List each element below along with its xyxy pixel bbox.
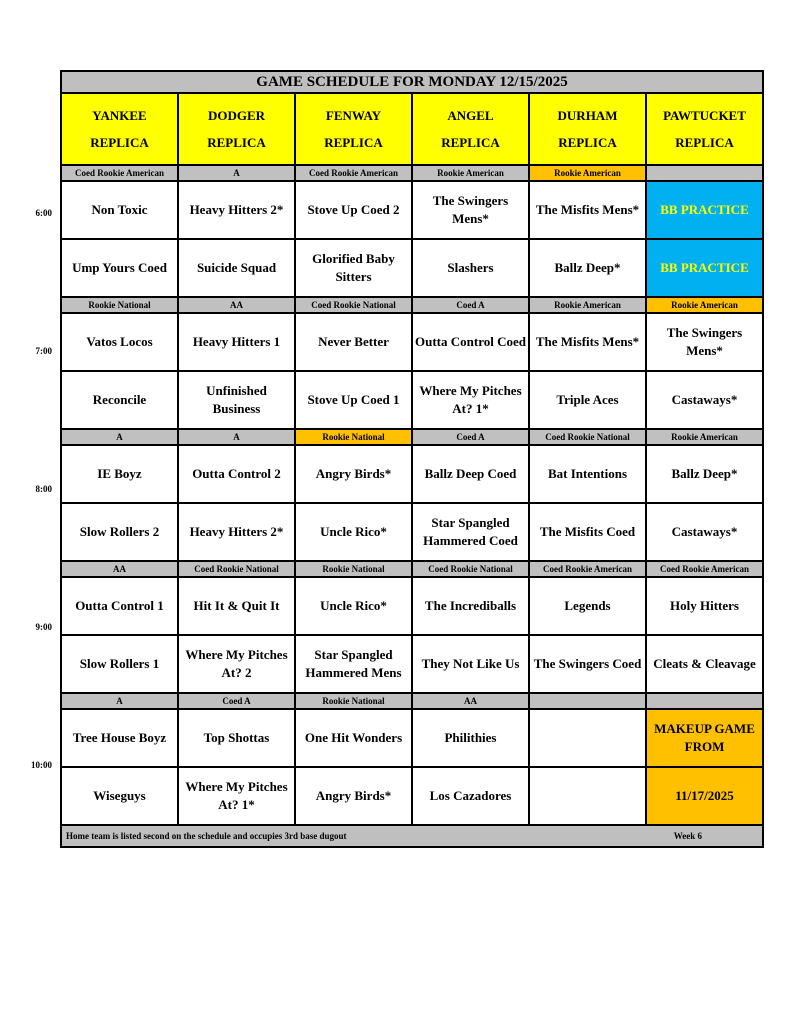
- team-cell: The Incrediballs: [412, 577, 529, 635]
- division-label: Coed Rookie American: [61, 165, 178, 181]
- team-cell: They Not Like Us: [412, 635, 529, 693]
- time-label: 6:00: [35, 208, 52, 218]
- team-cell: Where My Pitches At? 1*: [178, 767, 295, 825]
- division-label: Coed A: [412, 297, 529, 313]
- division-label: Coed Rookie American: [529, 561, 646, 577]
- team-cell: Reconcile: [61, 371, 178, 429]
- team-cell: The Misfits Coed: [529, 503, 646, 561]
- team-cell: Outta Control 1: [61, 577, 178, 635]
- division-label: Rookie National: [295, 561, 412, 577]
- division-label: A: [61, 693, 178, 709]
- division-label: Rookie American: [529, 297, 646, 313]
- makeup-date-cell: 11/17/2025: [646, 767, 763, 825]
- team-cell: IE Boyz: [61, 445, 178, 503]
- team-cell: Los Cazadores: [412, 767, 529, 825]
- team-cell: Ballz Deep Coed: [412, 445, 529, 503]
- game-row: [61, 313, 763, 371]
- field-header: DODGER REPLICA: [178, 93, 295, 165]
- team-cell: Castaways*: [646, 371, 763, 429]
- game-row: [61, 709, 763, 767]
- team-cell: Glorified Baby Sitters: [295, 239, 412, 297]
- division-label: AA: [178, 297, 295, 313]
- division-label: AA: [412, 693, 529, 709]
- team-cell: Suicide Squad: [178, 239, 295, 297]
- field-header: YANKEE REPLICA: [61, 93, 178, 165]
- division-label: Coed Rookie National: [529, 429, 646, 445]
- game-row: [61, 767, 763, 825]
- field-header: DURHAM REPLICA: [529, 93, 646, 165]
- team-cell: The Swingers Mens*: [646, 313, 763, 371]
- team-cell: Bat Intentions: [529, 445, 646, 503]
- team-cell: The Misfits Mens*: [529, 313, 646, 371]
- time-label: 10:00: [31, 760, 52, 770]
- team-cell: Philithies: [412, 709, 529, 767]
- schedule-sheet: [60, 70, 762, 848]
- game-row: [61, 635, 763, 693]
- division-row: [61, 297, 763, 313]
- time-label: 7:00: [35, 346, 52, 356]
- division-label: AA: [61, 561, 178, 577]
- division-label: Coed Rookie National: [178, 561, 295, 577]
- team-cell: Vatos Locos: [61, 313, 178, 371]
- time-label: 9:00: [35, 622, 52, 632]
- division-label: Coed A: [178, 693, 295, 709]
- team-cell: Where My Pitches At? 1*: [412, 371, 529, 429]
- game-row: [61, 503, 763, 561]
- team-cell: Where My Pitches At? 2: [178, 635, 295, 693]
- team-cell: Heavy Hitters 2*: [178, 503, 295, 561]
- team-cell: One Hit Wonders: [295, 709, 412, 767]
- game-row: [61, 445, 763, 503]
- schedule-table: [60, 70, 764, 848]
- team-cell: Uncle Rico*: [295, 577, 412, 635]
- division-label: [646, 693, 763, 709]
- division-label: Coed Rookie National: [412, 561, 529, 577]
- team-cell: [529, 709, 646, 767]
- division-label: A: [178, 165, 295, 181]
- team-cell: The Swingers Coed: [529, 635, 646, 693]
- team-cell: Castaways*: [646, 503, 763, 561]
- schedule-title: GAME SCHEDULE FOR MONDAY 12/15/2025: [61, 71, 763, 93]
- team-cell: Hit It & Quit It: [178, 577, 295, 635]
- team-cell: Angry Birds*: [295, 445, 412, 503]
- team-cell: Tree House Boyz: [61, 709, 178, 767]
- team-cell: Ballz Deep*: [529, 239, 646, 297]
- division-label: Rookie American: [412, 165, 529, 181]
- division-label: Coed Rookie National: [295, 297, 412, 313]
- team-cell: Unfinished Business: [178, 371, 295, 429]
- division-label: [646, 165, 763, 181]
- team-cell: Outta Control 2: [178, 445, 295, 503]
- team-cell: The Swingers Mens*: [412, 181, 529, 239]
- footer-bar: [61, 825, 763, 847]
- practice-cell: BB PRACTICE: [646, 239, 763, 297]
- game-row: [61, 577, 763, 635]
- division-label: [529, 693, 646, 709]
- team-cell: Stove Up Coed 1: [295, 371, 412, 429]
- makeup-game-cell: MAKEUP GAME FROM: [646, 709, 763, 767]
- team-cell: Slow Rollers 2: [61, 503, 178, 561]
- team-cell: Star Spangled Hammered Coed: [412, 503, 529, 561]
- game-row: [61, 239, 763, 297]
- division-row: [61, 561, 763, 577]
- team-cell: Triple Aces: [529, 371, 646, 429]
- team-cell: [529, 767, 646, 825]
- division-label: Rookie National: [295, 693, 412, 709]
- division-label: Coed A: [412, 429, 529, 445]
- team-cell: Cleats & Cleavage: [646, 635, 763, 693]
- team-cell: Heavy Hitters 1: [178, 313, 295, 371]
- team-cell: Non Toxic: [61, 181, 178, 239]
- team-cell: Ump Yours Coed: [61, 239, 178, 297]
- field-header: ANGEL REPLICA: [412, 93, 529, 165]
- division-label: Rookie National: [295, 429, 412, 445]
- division-label: A: [61, 429, 178, 445]
- division-label: Rookie American: [529, 165, 646, 181]
- team-cell: Uncle Rico*: [295, 503, 412, 561]
- team-cell: Legends: [529, 577, 646, 635]
- division-label: Rookie National: [61, 297, 178, 313]
- division-label: Rookie American: [646, 429, 763, 445]
- team-cell: Never Better: [295, 313, 412, 371]
- field-header: FENWAY REPLICA: [295, 93, 412, 165]
- division-row: [61, 429, 763, 445]
- team-cell: The Misfits Mens*: [529, 181, 646, 239]
- team-cell: Stove Up Coed 2: [295, 181, 412, 239]
- game-row: [61, 181, 763, 239]
- team-cell: Ballz Deep*: [646, 445, 763, 503]
- team-cell: Slashers: [412, 239, 529, 297]
- field-header: PAWTUCKET REPLICA: [646, 93, 763, 165]
- game-row: [61, 371, 763, 429]
- practice-cell: BB PRACTICE: [646, 181, 763, 239]
- field-header-row: [61, 93, 763, 165]
- team-cell: Slow Rollers 1: [61, 635, 178, 693]
- team-cell: Heavy Hitters 2*: [178, 181, 295, 239]
- division-row: [61, 165, 763, 181]
- team-cell: Outta Control Coed: [412, 313, 529, 371]
- home-team-note: Home team is listed second on the schedule and occupies 3rd base dugout: [66, 831, 347, 841]
- division-label: Coed Rookie American: [646, 561, 763, 577]
- time-label: 8:00: [35, 484, 52, 494]
- team-cell: Star Spangled Hammered Mens: [295, 635, 412, 693]
- team-cell: Wiseguys: [61, 767, 178, 825]
- division-row: [61, 693, 763, 709]
- team-cell: Top Shottas: [178, 709, 295, 767]
- division-label: A: [178, 429, 295, 445]
- division-label: Coed Rookie American: [295, 165, 412, 181]
- division-label: Rookie American: [646, 297, 763, 313]
- team-cell: Holy Hitters: [646, 577, 763, 635]
- week-label: Week 6: [673, 831, 702, 841]
- team-cell: Angry Birds*: [295, 767, 412, 825]
